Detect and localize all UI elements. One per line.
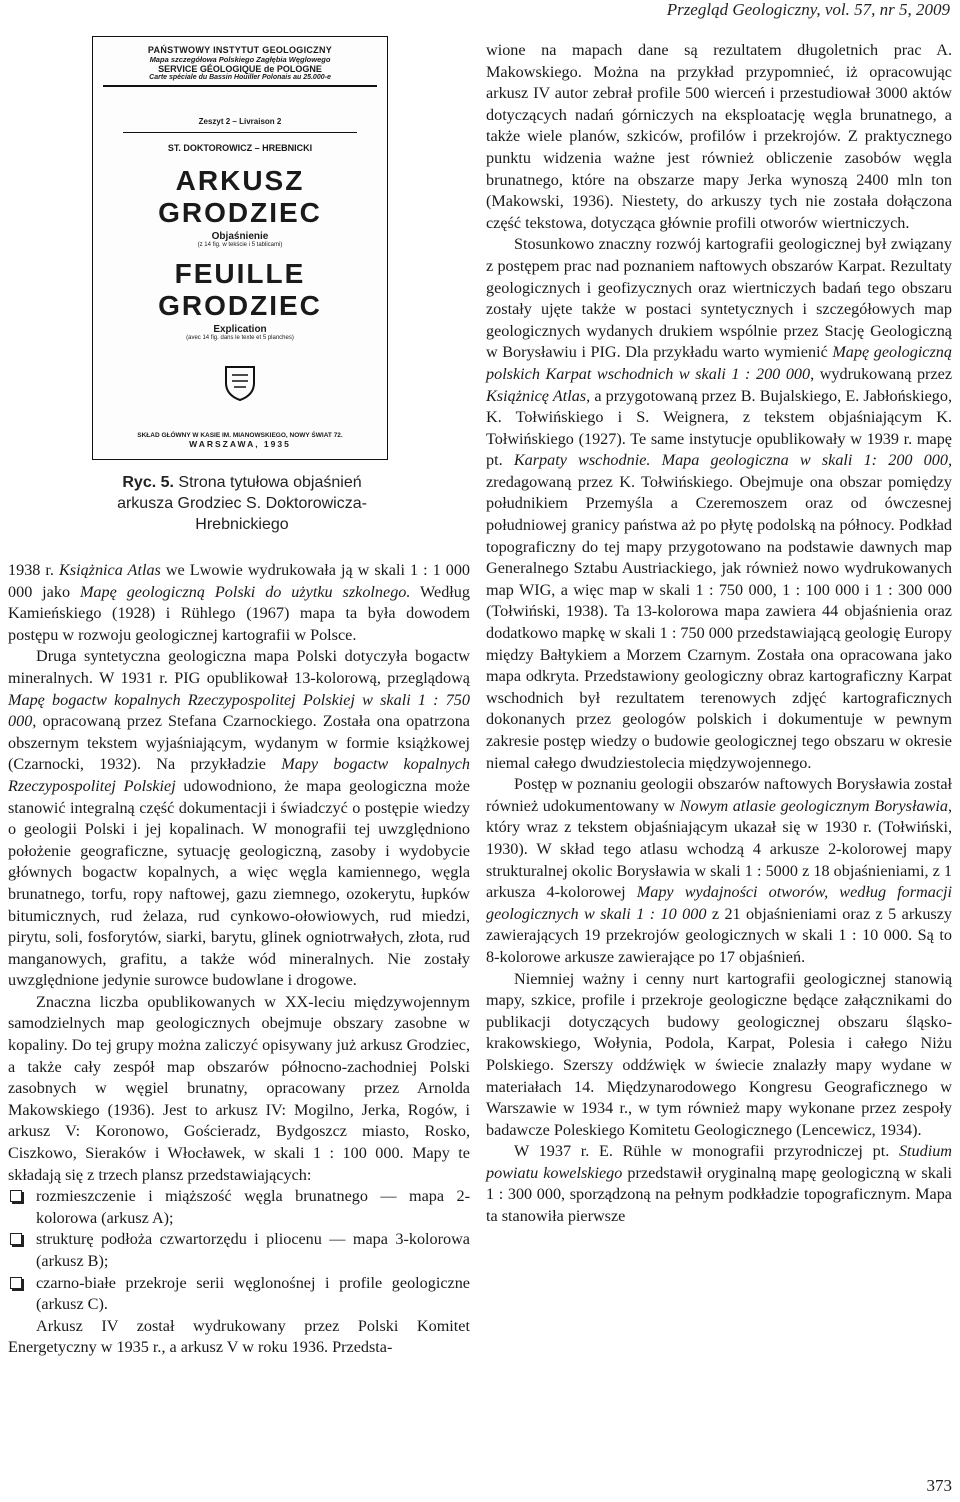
emblem-icon (220, 363, 260, 403)
checkbox-bullet-icon (10, 1233, 22, 1245)
paragraph: W 1937 r. E. Rühle w monografii przyrodniczej pt. Studium powiatu kowelskiego przedstawił oryginalną mapę geologiczną w skali 1 : 300 000, sporządzoną na pełnym podkładzie topograficznym. Mapa ta stanowiła pierwsze (486, 1142, 953, 1226)
caption-label: Ryc. 5. (122, 474, 174, 491)
cover-figure (92, 36, 388, 460)
cover-issue: Zeszyt 2 – Livraison 2 (198, 117, 282, 126)
paragraph: Druga syntetyczna geologiczna mapa Polski dotyczyła bogactw mineralnych. W 1931 r. PIG opublikował 13-kolorową, przeglądową Mapę bogactw kopalnych Rzeczypospolitej Polskiej w skali 1 : 750 000, opracowaną przez Stefana Czarnockiego. Została ona opatrzona obszernym tekstem wyjaśniającym, wydanym w formie książkowej (Czarnocki, 1932). Na przykładzie Mapy bogactw kopalnych Rzeczypospolitej Polskiej udowodniono, że mapa geologiczna może stanowić integralną część dokumentacji i świadczyć o postępie wiedzy o geologii Polski i jej kopalinach. W monografii tej uwzględniono położenie geograficzne, sytuację geologiczną, zasoby i wydobycie głównych bogactw kopalnych, a więc węgla kamiennego, węgla brunatnego, torfu, ropy naftowej, gazu ziemnego, ozokerytu, łupków bitumicznych, rud żelaza, rud cynkowo-ołowiowych, rud miedzi, pirytu, soli, fosforytów, siarki, barytu, glinek ogniotrwałych, złota, rud manganowych, grafitu, a także wód mineralnych. Nie zostały uwzględnione jedynie surowce budowlane i drogowe. (8, 647, 470, 990)
cover-subtitle: Objaśnienie (211, 231, 269, 242)
cover-line: SERVICE GÉOLOGIQUE de POLOGNE (158, 64, 322, 74)
cover-line: PAŃSTWOWY INSTYTUT GEOLOGICZNY (147, 45, 333, 55)
paragraph: wione na mapach dane są rezultatem długoletnich prac A. Makowskiego. Można na przykład przypomnieć, iż opracowując arkusz IV autor zebrał profile 500 wierceń i przestudiował 3000 aktów dotyczących nadań górniczych na eksploatację węgla brunatnego, a także wiele planów, szkiców, profilów i przekrojów. Z praktycznego punktu widzenia ważne jest również obliczenie zasobów węgla brunatnego, które na obszarze mapy Jerka wynoszą 2400 mln ton (Makowski, 1936). Niestety, do arkuszy tych nie została dołączona część tekstowa, dotycząca głównie profili otworów wiertniczych. (486, 41, 952, 232)
cover-title: ARKUSZ GRODZIEC (158, 165, 322, 228)
bullet-list (8, 1186, 470, 1316)
cover-subtitle-fr: Explication (213, 324, 267, 335)
paragraph: Niemniej ważny i cenny nurt kartografii geologicznej stanowią mapy, szkice, profile i przekroje geologiczne będące załącznikami do publikacji dotyczących budowy geologicznej obszaru śląsko-krakowskiego, Wołynia, Podola, Karpat, Polesia i całego Niżu Polskiego. Szerszy oddźwięk w świecie znalazły mapy wydane w materiałach 14. Międzynarodowego Kongresu Geograficznego w Warszawie w 1934 r., w tym również mapy wykonane przez zespoły badawcze Poleskiego Komitetu Geologicznego (Lencewicz, 1934). (486, 969, 952, 1139)
cover-footer (93, 432, 387, 449)
paragraph: Stosunkowo znaczny rozwój kartografii geologicznej był związany z postępem prac nad poznaniem naftowych obszarów Karpat. Rezultaty geologicznych i geofizycznych oraz wiertniczych badań tego obszaru zostały ujęte także w postaci syntetycznych i szczegółowych map geologicznych wydanych drukiem wspólnie przez Stację Geologiczną w Borysławiu i PIG. Dla przykładu warto wymienić Mapę geologiczną polskich Karpat wschodnich w skali 1 : 200 000, wydrukowaną przez Książnicę Atlas, a przygotowaną przez B. Bujalskiego, E. Jabłońskiego, K. Tołwińskiego i S. Weignera, z tekstem objaśniającym K. Tołwińskiego (1927). Te same instytucje opublikowały w 1939 r. mapę pt. Karpaty wschodnie. Mapa geologiczna w skali 1: 200 000, zredagowaną przez K. Tołwińskiego. Obejmuje ona obszar pomiędzy południkiem Przemyśla a Czeremoszem oraz od ówczesnej południowej granicy państwa aż po płytę podolską na północy. Podkład topograficzny do tej mapy przygotowano na podstawie dawnych map Generalnego Sztabu Austriackiego, jak również nowo wydrukowanych map WIG, a więc map w skali 1 : 750 000, 1 : 100 000 i 1 : 300 000 (Tołwiński, 1938). Ta 13-kolorowa mapa zawiera 44 objaśnienia oraz dodatkowo mapkę w skali 1 : 750 000 przedstawiającą geologię Europy między Bałtykiem a Morzem Czarnym. Została ona opracowana jako mapa odkryta. Przedstawiony geologiczny obraz kartograficzny Karpat wschodnich był rezultatem terenowych zdjęć kartograficznych dokonanych przez geologów polskich i dokumentuje w pewnym zakresie postęp wiedzy o budowie geologicznej tego obszaru w okresie niemal całego dwudziestolecia międzywojennego. (486, 235, 953, 772)
right-column (486, 40, 952, 1228)
cover-author: ST. DOKTOROWICZ – HREBNICKI (167, 143, 313, 153)
cover-header (103, 45, 377, 87)
paragraph: 1938 r. Książnica Atlas we Lwowie wydrukowała ją w skali 1 : 1 000 000 jako Mapę geologiczną Polski do użytku szkolnego. Według Kamieńskiego (1928) i Rühlego (1967) mapa ta była dowodem postępu w rozwoju geologicznej kartografii w Polsce. (8, 561, 471, 644)
cover-note-fr: (avec 14 fig. dans le texte et 5 planches) (186, 335, 294, 341)
paragraph: Arkusz IV został wydrukowany przez Polski Komitet Energetyczny w 1935 r., a arkusz V w roku 1936. Przedsta- (8, 1316, 470, 1357)
cover-footer-line: WARSZAWA, 1935 (189, 439, 291, 449)
cover-note: (z 14 fig. w tekście i 5 tablicami) (197, 242, 283, 248)
list-item: rozmieszczenie i miąższość węgla brunatnego — mapa 2-kolorowa (arkusz A); (8, 1186, 470, 1229)
cover-title-fr: FEUILLE GRODZIEC (158, 258, 322, 321)
page-number: 373 (926, 1476, 952, 1495)
cover-footer-line: SKŁAD GŁÓWNY W KASIE IM. MIANOWSKIEGO, NOWY ŚWIAT 72. (137, 432, 343, 439)
checkbox-bullet-icon (10, 1277, 22, 1289)
paragraph: Znaczna liczba opublikowanych w XX-leciu międzywojennym samodzielnych map geologicznych obejmuje obszary zasobne w kopaliny. Do tej grupy można zaliczyć opisywany już arkusz Grodziec, a także cały zespół map obszarów północno-zachodniej Polski zasobnych w węgiel brunatny, opracowany przez Arnolda Makowskiego (1936). Jest to arkusz IV: Mogilno, Jerka, Rogów, i arkusz V: Koronowo, Gościeradz, Bydgoszcz miasto, Rosko, Ciszkowo, Sieraków i Włocławek, w skali 1 : 100 000. Mapy te składają się z trzech plansz przedstawiających: (8, 992, 470, 1184)
left-column (8, 560, 470, 1359)
cover-line: Mapa szczegółowa Polskiego Zagłębia Węglowego (149, 55, 331, 64)
paragraph: Postęp w poznaniu geologii obszarów naftowych Borysławia został również udokumentowany w Nowym atlasie geologicznym Borysławia, który wraz z tekstem objaśniającym ukazał się w 1930 r. (Tołwiński, 1930). W skład tego atlasu wchodzą 4 arkusze 2-kolorowej mapy strukturalnej okolic Borysławia w skali 1 : 5000 z 18 objaśnieniami, z 1 arkusza 4-kolorowej Mapy wydajności otworów, według formacji geologicznych w skali 1 : 10 000 z 21 objaśnieniami oraz z 5 arkuszy zawierających 19 przekrojów geologicznych w skali 1 : 10 000. Są to 8-kolorowe arkusze zawierające po 17 objaśnień. (486, 775, 952, 966)
caption-text: Strona tytułowa objaśnień arkusza Grodziec S. Doktorowicza- Hrebnickiego (117, 474, 367, 533)
figure-caption (94, 472, 390, 535)
journal-header: Przegląd Geologiczny, vol. 57, nr 5, 2009 (666, 0, 950, 19)
cover-line: Carte spéciale du Bassin Houiller Polonais au 25.000-e (149, 74, 331, 81)
list-item: strukturę podłoża czwartorzędu i pliocenu — mapa 3-kolorowa (arkusz B); (8, 1229, 470, 1272)
checkbox-bullet-icon (10, 1190, 22, 1202)
list-item: czarno-białe przekroje serii węglonośnej i profile geologiczne (arkusz C). (8, 1273, 470, 1316)
